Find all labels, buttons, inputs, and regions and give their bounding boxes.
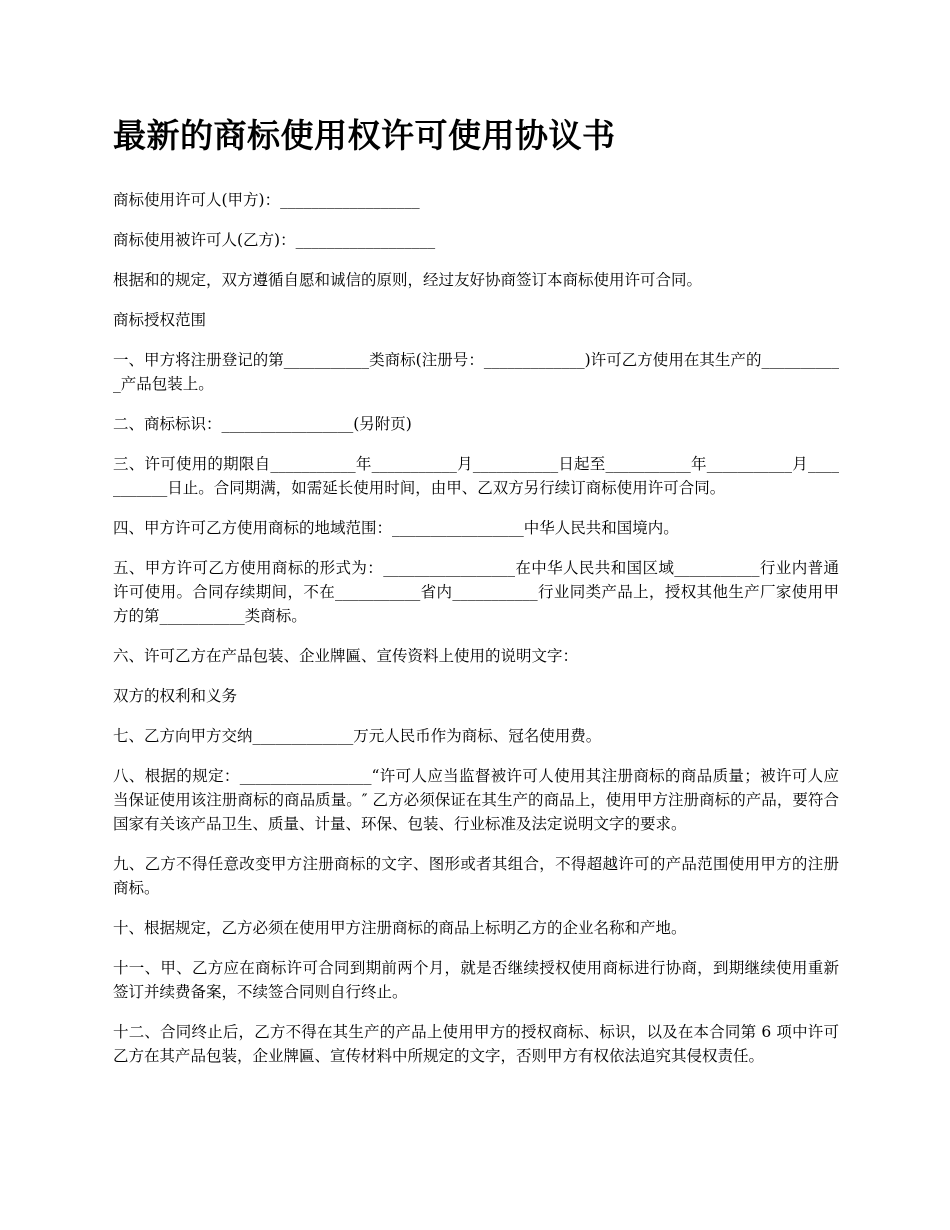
document-title: 最新的商标使用权许可使用协议书 xyxy=(113,116,616,155)
clause-9: 九、乙方不得任意改变甲方注册商标的文字、图形或者其组合，不得超越许可的产品范围使用甲方的注册商标。 xyxy=(113,855,839,897)
section-heading-scope: 商标授权范围 xyxy=(113,311,207,329)
clause-12: 十二、合同终止后，乙方不得在其生产的产品上使用甲方的授权商标、标识，以及在本合同第 6 项中许可乙方在其产品包装，企业牌匾、宣传材料中所规定的文字，否则甲方有权依法追究其侵权责任。 xyxy=(113,1023,839,1065)
clause-3: 三、许可使用的期限自___________年___________月___________日起至___________年___________月___________日止。合同期满，如需延长使用时间，由甲、乙双方另行续订商标使用许可合同。 xyxy=(113,455,839,497)
clause-1: 一、甲方将注册登记的第___________类商标(注册号：_____________)许可乙方使用在其生产的___________产品包装上。 xyxy=(113,351,839,393)
clause-10: 十、根据规定，乙方必须在使用甲方注册商标的商品上标明乙方的企业名称和产地。 xyxy=(113,919,687,937)
section-heading-rights: 双方的权利和义务 xyxy=(113,687,238,705)
clause-4: 四、甲方许可乙方使用商标的地域范围：_________________中华人民共和国境内。 xyxy=(113,519,679,537)
licensee-line: 商标使用被许可人(乙方)：__________________ xyxy=(113,231,436,249)
clause-11: 十一、甲、乙方应在商标许可合同到期前两个月，就是否继续授权使用商标进行协商，到期继续使用重新签订并续费备案，不续签合同则自行终止。 xyxy=(113,959,839,1001)
clause-5: 五、甲方许可乙方使用商标的形式为：_________________在中华人民共和国区域___________行业内普通许可使用。合同存续期间，不在___________省内___________行业同类产品上，授权其他生产厂家使用甲方的第___________类商标。 xyxy=(113,559,839,625)
clause-8: 八、根据的规定：_________________“许可人应当监督被许可人使用其注册商标的商品质量；被许可人应当保证使用该注册商标的商品质量。″ 乙方必须保证在其生产的商品上，使用甲方注册商标的产品，要符合国家有关该产品卫生、质量、计量、环保、包装、行业标准及法定说明文字的要求。 xyxy=(113,767,839,833)
clause-2: 二、商标标识：_________________(另附页) xyxy=(113,415,412,433)
preamble-paragraph: 根据和的规定，双方遵循自愿和诚信的原则，经过友好协商签订本商标使用许可合同。 xyxy=(113,271,703,289)
licensor-line: 商标使用许可人(甲方)：__________________ xyxy=(113,191,420,209)
document-page xyxy=(113,112,839,1084)
clause-7: 七、乙方向甲方交纳_____________万元人民币作为商标、冠名使用费。 xyxy=(113,727,602,745)
clause-6: 六、许可乙方在产品包装、企业牌匾、宣传资料上使用的说明文字： xyxy=(113,647,579,665)
